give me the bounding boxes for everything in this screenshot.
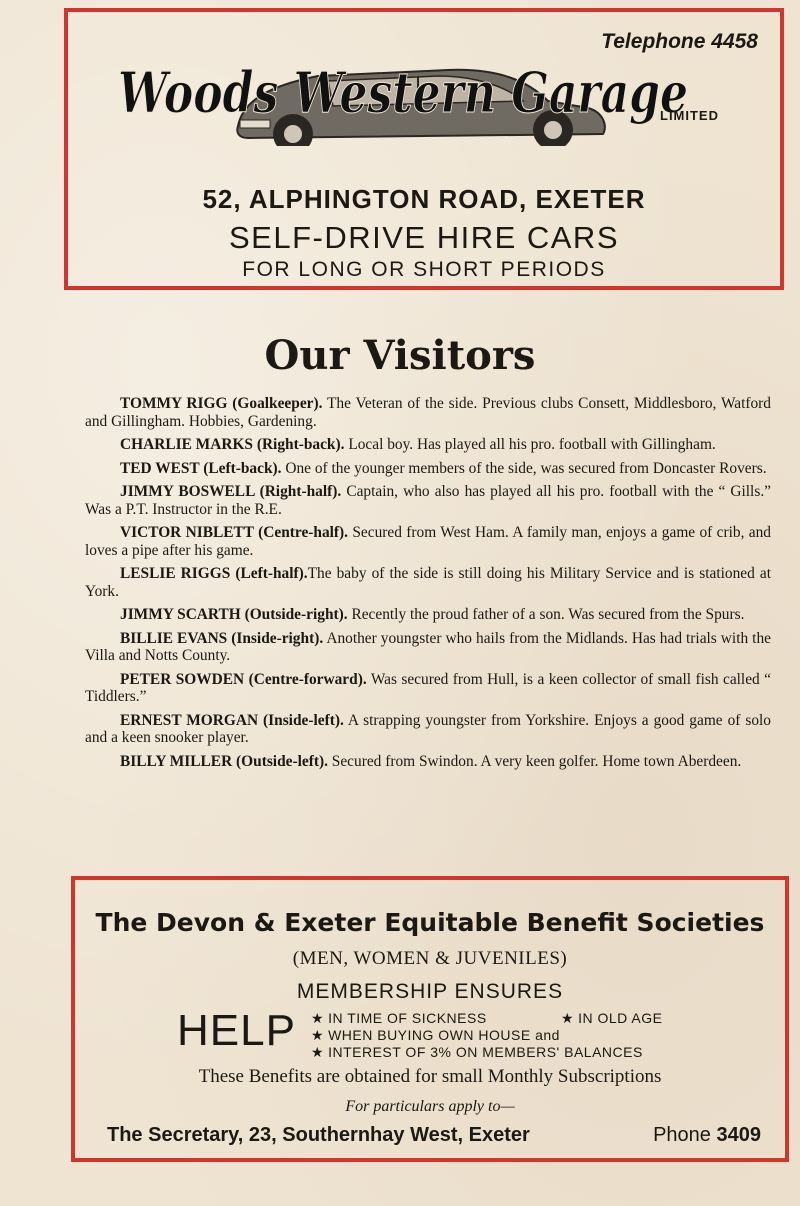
page-title: Our Visitors [264, 332, 536, 379]
list-item [85, 524, 771, 559]
player-description: One of the younger members of the side, was secured from Doncaster Rovers. [281, 459, 767, 477]
benefit-item: ★ INTEREST OF 3% ON MEMBERS' BALANCES [311, 1044, 643, 1060]
player-description: A strapping youngster from Yorkshire. Enjoys a good game of solo and a keen snooker player. [85, 711, 771, 746]
player-name: BILLY MILLER (Outside-left). [120, 752, 328, 770]
garage-advertisement [60, 4, 788, 294]
player-name: PETER SOWDEN (Centre-forward). [120, 670, 367, 688]
player-name: JIMMY BOSWELL (Right-half). [120, 483, 342, 500]
player-description: Recently the proud father of a son. Was secured from the Spurs. [347, 606, 745, 623]
list-item [85, 483, 771, 518]
garage-headline: SELF-DRIVE HIRE CARS [228, 220, 619, 255]
list-item [85, 436, 771, 454]
membership-ensures: MEMBERSHIP ENSURES [296, 980, 564, 1003]
benefit-item: ★ IN OLD AGE [561, 1010, 663, 1026]
garage-brand-logo [118, 46, 688, 146]
star-icon: ★ [311, 1027, 325, 1043]
player-name: JIMMY SCARTH (Outside-right). [120, 606, 348, 623]
player-name: VICTOR NIBLETT (Centre-half). [120, 524, 349, 541]
star-icon: ★ [311, 1010, 325, 1026]
list-item [85, 630, 771, 665]
society-subtitle: (MEN, WOMEN & JUVENILES) [292, 948, 568, 969]
player-name: ERNEST MORGAN (Inside-left). [120, 711, 344, 729]
player-description: Was secured from Hull, is a keen collector of small fish called “ Tiddlers.” [85, 670, 771, 705]
benefits-obtained-text: These Benefits are obtained for small Monthly Subscriptions [198, 1066, 662, 1087]
society-phone: Phone 3409 [653, 1124, 761, 1146]
player-name: CHARLIE MARKS (Right-back). [120, 436, 345, 453]
garage-telephone: Telephone 4458 [601, 30, 758, 53]
limited-label: LIMITED [660, 108, 719, 123]
list-item [85, 712, 771, 747]
list-item [85, 606, 771, 624]
benefit-item: ★ IN TIME OF SICKNESS [311, 1010, 487, 1026]
secretary-address: The Secretary, 23, Southernhay West, Exeter [107, 1124, 530, 1146]
list-item [85, 460, 771, 478]
star-icon: ★ [561, 1010, 575, 1026]
list-item [85, 395, 771, 430]
player-name: BILLIE EVANS (Inside-right). [120, 629, 324, 647]
player-name: TED WEST (Left-back). [120, 459, 282, 477]
particulars-text: For particulars apply to— [345, 1098, 515, 1115]
player-description: The Veteran of the side. Previous clubs Consett, Middlesboro, Watford and Gillingham. Hobbies, Gardening. [85, 395, 771, 430]
player-description: Another youngster who hails from the Midlands. Has had trials with the Villa and Notts County. [85, 629, 771, 664]
star-icon: ★ [311, 1044, 325, 1060]
benefit-item: ★ WHEN BUYING OWN HOUSE and [311, 1027, 560, 1043]
garage-subline: FOR LONG OR SHORT PERIODS [242, 258, 606, 281]
list-item [85, 565, 771, 600]
player-description: Local boy. Has played all his pro. football with Gillingham. [344, 436, 716, 453]
visitors-list [85, 395, 771, 776]
list-item [85, 753, 771, 771]
player-name: LESLIE RIGGS (Left-half). [120, 565, 308, 582]
player-name: TOMMY RIGG (Goalkeeper). [120, 395, 323, 412]
player-description: Captain, who also has played all his pro. football with the “ Gills.” Was a P.T. Instructor in the R.E. [85, 483, 771, 518]
player-description: Secured from West Ham. A family man, enjoys a game of crib, and loves a pipe after his game. [85, 524, 771, 559]
society-title: The Devon & Exeter Equitable Benefit Societies [95, 908, 765, 937]
help-heading: HELP [177, 1006, 296, 1055]
player-description: The baby of the side is still doing his Military Service and is stationed at York. [85, 565, 771, 600]
player-description: Secured from Swindon. A very keen golfer. Home town Aberdeen. [327, 752, 742, 770]
list-item [85, 671, 771, 706]
garage-address: 52, ALPHINGTON ROAD, EXETER [202, 184, 646, 214]
brand-script-text: Woods Western Garage [118, 60, 688, 126]
benefit-societies-advertisement [67, 872, 793, 1166]
